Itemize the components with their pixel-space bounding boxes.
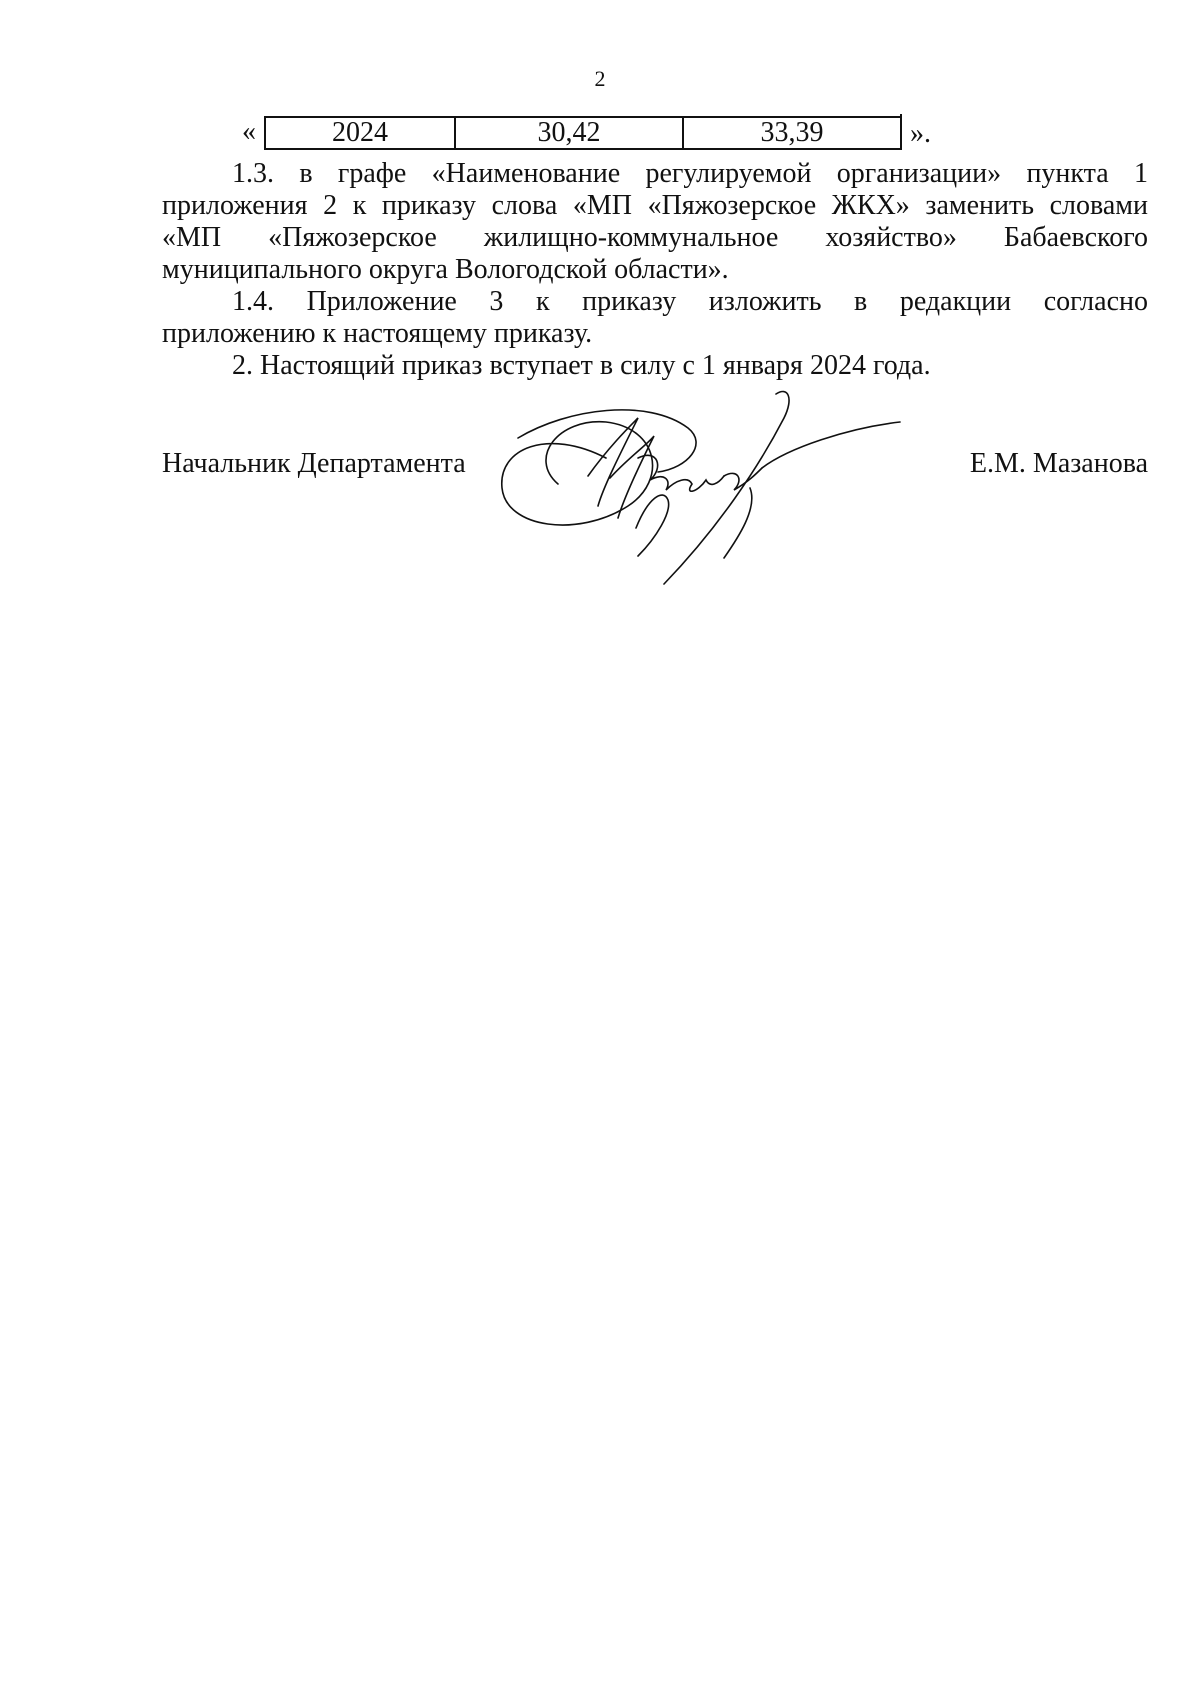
paragraph-1-4 bbox=[162, 286, 1148, 350]
signatory-name: Е.М. Мазанова bbox=[969, 448, 1148, 479]
tariff-table-row bbox=[0, 112, 1200, 154]
paragraph-line: приложению к настоящему приказу. bbox=[162, 318, 593, 349]
table-cell-value-1: 30,42 bbox=[454, 118, 682, 148]
paragraph-1-3 bbox=[162, 158, 1148, 286]
paragraph-line: 2. Настоящий приказ вступает в силу с 1 января 2024 года. bbox=[232, 350, 931, 381]
paragraph-line: «МП «Пяжозерское жилищно-коммунальное хозяйство» Бабаевского bbox=[162, 222, 1148, 253]
table-open-quote: « bbox=[242, 116, 256, 147]
signatory-title: Начальник Департамента bbox=[162, 448, 466, 479]
table-cell-year: 2024 bbox=[332, 117, 388, 148]
page-number: 2 bbox=[594, 66, 606, 91]
table-cell-value-2: 33,39 bbox=[682, 118, 900, 148]
tariff-table bbox=[264, 116, 902, 150]
paragraph-2 bbox=[162, 350, 1148, 382]
table-right-rule bbox=[900, 114, 902, 150]
paragraph-line: 1.3. в графе «Наименование регулируемой организации» пункта 1 bbox=[232, 158, 1148, 189]
handwritten-signature bbox=[488, 388, 908, 588]
paragraph-line: 1.4. Приложение 3 к приказу изложить в редакции согласно bbox=[232, 286, 1148, 317]
paragraph-line: приложения 2 к приказу слова «МП «Пяжозерское ЖКХ» заменить словами bbox=[162, 190, 1148, 221]
table-close-quote: ». bbox=[910, 118, 931, 149]
paragraph-line: муниципального округа Вологодской области». bbox=[162, 254, 729, 285]
